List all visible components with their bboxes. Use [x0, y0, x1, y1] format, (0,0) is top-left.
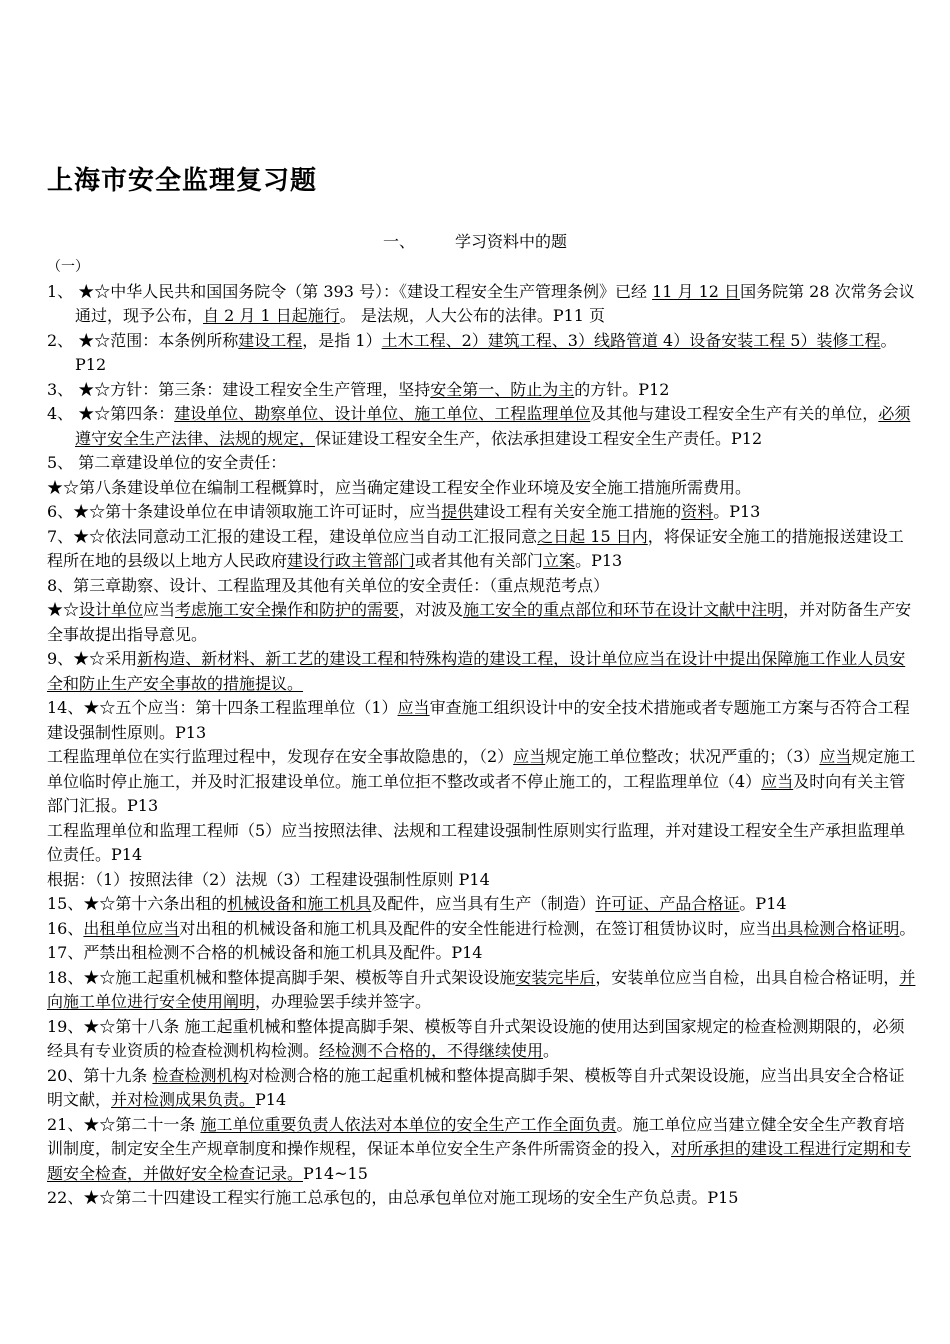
underlined-key-text: 经检测不合格的，不得继续使用: [319, 1041, 544, 1060]
underlined-key-text: 对所承担的建设工程进行定期和专题安全检查，并做好安全检查记录。: [47, 1139, 912, 1183]
question-paragraph: [47, 892, 917, 917]
paragraph-text: 5、 第二章建设单位的安全责任：: [47, 453, 287, 472]
underlined-key-text: 建设单位、勘察单位、设计单位、施工单位、工程监理单位: [174, 404, 591, 423]
paragraph-text: 工程监理单位和监理工程师（5）应当按照法律、法规和工程建设强制性原则实行监理，并对建设工程安全生产承担监理单位责任。P14: [47, 820, 906, 864]
question-paragraph: [47, 1113, 917, 1187]
question-paragraph: [47, 696, 917, 745]
paragraph-text: 对出租的机械设备和施工机具及配件的安全性能进行检测，在签订租赁协议时，应当: [179, 918, 772, 938]
underlined-key-text: 应当: [819, 747, 852, 766]
paragraph-text: 2、 ★☆范围：本条例所称: [47, 330, 239, 350]
section-title: 学习资料中的题: [455, 232, 568, 251]
paragraph-text: 4、 ★☆第四条：: [47, 404, 175, 423]
paragraph-text: 或者其他有关部门: [415, 551, 544, 570]
paragraph-text: 及配件，应当具有生产（制造）: [371, 894, 596, 913]
underlined-key-text: 安装完毕后: [515, 967, 596, 987]
underlined-key-text: 并对检测成果负责。: [111, 1090, 256, 1109]
paragraph-text: 1、 ★☆中华人民共和国国务院令（第 393 号）：《建设工程安全生产管理条例》已经: [47, 281, 653, 301]
paragraph-text: 8、第三章勘察、设计、工程监理及其他有关单位的安全责任：（重点规范考点）: [47, 575, 610, 595]
paragraph-text: 22、★☆第二十四建设工程实行施工总承包的，由总承包单位对施工现场的安全生产负总责。P15: [47, 1188, 739, 1207]
underlined-key-text: 建设工程: [238, 330, 303, 350]
underlined-key-text: 出具检测合格证明: [771, 918, 900, 938]
underlined-key-text: 必须遵守安全生产法律、法规的规定，: [75, 404, 911, 448]
underlined-key-text: 自 2 月 1 日起施行: [203, 306, 340, 325]
paragraph-text: 及其他与建设工程安全生产有关的单位，: [590, 404, 879, 423]
paragraph-text: P14: [255, 1090, 287, 1109]
paragraph-text: 。P12: [75, 330, 897, 374]
paragraph-text: 。施工单位应当建立健全安全生产教育培训制度，制定安全生产规章制度和操作规程，保证本单位安全生产条件所需资金的投入，: [47, 1114, 905, 1158]
question-paragraph: [47, 402, 917, 451]
paragraph-text: 规定施工单位整改；状况严重的；（3）: [545, 747, 820, 766]
subsection-number: （一）: [47, 259, 89, 275]
paragraph-text: 及时向有关主管部门汇报。P13: [47, 771, 906, 815]
paragraph-text: 应当: [143, 600, 176, 619]
paragraph-text: 18、★☆施工起重机械和整体提高脚手架、模板等自升式架设设施: [47, 967, 516, 987]
paragraph-text: 。P13: [713, 502, 761, 521]
paragraph-text: 9、★☆采用: [47, 649, 138, 668]
paragraph-text: 17、严禁出租检测不合格的机械设备和施工机具及配件。P14: [47, 943, 483, 962]
question-paragraph: [47, 941, 917, 966]
underlined-key-text: 建设行政主管部门: [287, 551, 416, 570]
section-heading: [0, 229, 950, 252]
question-paragraph: [47, 966, 917, 1015]
question-paragraph: [47, 574, 917, 599]
paragraph-text: 6、★☆第十条建设单位在申请领取施工许可证时，应当: [47, 502, 442, 521]
paragraph-text: 14、★☆五个应当：第十四条工程监理单位（1）: [47, 698, 398, 717]
paragraph-text: 20、第十九条: [47, 1065, 153, 1085]
question-paragraph: [47, 378, 917, 403]
question-paragraph: [47, 451, 917, 476]
question-paragraph: [47, 647, 917, 696]
paragraph-text: 。P13: [575, 551, 623, 570]
underlined-key-text: 之日起 15 日内: [537, 526, 648, 546]
paragraph-text: 对检测合格的施工起重机械和整体提高脚手架、模板等自升式架设设施，应当出具安全合格证明文献，: [47, 1065, 905, 1109]
question-paragraph: [47, 1015, 917, 1064]
underlined-key-text: 资料: [681, 502, 714, 521]
question-paragraph: [47, 868, 917, 893]
section-number: 一、: [382, 232, 415, 251]
underlined-key-text: 检查检测机构: [152, 1065, 249, 1085]
underlined-key-text: 出租单位应当: [83, 918, 180, 938]
paragraph-text: ，安装单位应当自检，出具自检合格证明，: [595, 967, 900, 987]
paragraph-text: 。: [899, 918, 916, 938]
underlined-key-text: 设计单位: [79, 600, 144, 619]
underlined-key-text: 应当: [397, 698, 430, 717]
underlined-key-text: 应当: [761, 771, 794, 791]
underlined-key-text: 许可证、产品合格证: [595, 894, 740, 913]
paragraph-text: 16、: [47, 918, 84, 938]
question-paragraph: [47, 917, 917, 942]
paragraph-text: 审查施工组织设计中的安全技术措施或者专题施工方案与否符合工程建设强制性原则。P13: [47, 698, 910, 742]
question-paragraph: [47, 1186, 917, 1211]
paragraph-text: ，将保证安全施工的措施报送建设工程所在地的县级以上地方人民政府: [47, 526, 904, 570]
paragraph-text: 根据：（1）按照法律（2）法规（3）工程建设强制性原则 P14: [47, 869, 490, 889]
paragraph-text: 。 是法规，人大公布的法律。P11 页: [339, 306, 606, 325]
underlined-key-text: 安全第一、防止为主: [430, 379, 575, 399]
paragraph-text: 3、 ★☆方针：第三条：建设工程安全生产管理，坚持: [47, 379, 431, 399]
paragraph-text: 建设工程有关安全施工措施的: [473, 502, 682, 521]
paragraph-text: ，对波及: [399, 600, 464, 619]
question-paragraph: [47, 280, 917, 329]
question-paragraph: [47, 525, 917, 574]
paragraph-text: P14~15: [303, 1163, 368, 1183]
question-paragraph: [47, 819, 917, 868]
paragraph-text: 。: [543, 1041, 560, 1060]
question-paragraph: [47, 745, 917, 819]
underlined-key-text: 并向施工单位进行安全使用阐明: [47, 967, 916, 1011]
document-body: [47, 255, 917, 1211]
underlined-key-text: 施工单位重要负责人依法对本单位的安全生产工作全面负责: [200, 1114, 617, 1134]
paragraph-text: 。P14: [739, 894, 787, 913]
paragraph-text: 工程监理单位在实行监理过程中，发现存在安全事故隐患的，（2）: [47, 747, 514, 766]
underlined-key-text: 土木工程、2）建筑工程、3）线路管道 4）设备安装工程 5）装修工程: [381, 330, 881, 350]
question-paragraph: [47, 500, 917, 525]
underlined-key-text: 提供: [441, 502, 474, 521]
underlined-key-text: 11 月 12 日: [652, 281, 741, 301]
question-paragraph: [47, 598, 917, 647]
paragraph-text: 国务院第 28 次常务会议通过，现予公布，: [75, 281, 915, 325]
paragraph-text: 21、★☆第二十一条: [47, 1114, 201, 1134]
paragraph-text: 的方针。P12: [574, 379, 670, 399]
underlined-key-text: 新构造、新材料、新工艺的建设工程和特殊构造的建设工程，设计单位应当在设计中提出保障施工作业人员安全和防止生产安全事故的措施提议。: [47, 649, 906, 693]
question-paragraph: [47, 1064, 917, 1113]
paragraph-text: ，办理验罢手续并签字。: [255, 992, 432, 1011]
paragraph-text: ★☆第八条建设单位在编制工程概算时，应当确定建设工程安全作业环境及安全施工措施所需费用。: [47, 477, 752, 497]
paragraph-text: ，并对防备生产安全事故提出指导意见。: [47, 600, 912, 644]
paragraph-text: 规定施工单位临时停止施工，并及时汇报建设单位。施工单位拒不整改或者不停止施工的，工程监理单位（4）: [47, 747, 916, 791]
paragraph-text: 15、★☆第十六条出租的: [47, 894, 228, 913]
document-title: 上海市安全监理复习题: [47, 166, 318, 196]
question-list: [47, 280, 917, 1211]
underlined-key-text: 应当: [513, 747, 546, 766]
underlined-key-text: 机械设备和施工机具: [227, 894, 372, 913]
underlined-key-text: 立案: [543, 551, 576, 570]
underlined-key-text: 施工安全的重点部位和环节在设计文献中注明: [463, 600, 784, 619]
paragraph-text: ，是指 1）: [302, 330, 382, 350]
paragraph-text: 7、★☆依法同意动工汇报的建设工程，建设单位应当自动工汇报同意: [47, 526, 538, 546]
paragraph-text: 保证建设工程安全生产，依法承担建设工程安全生产责任。P12: [315, 428, 763, 448]
paragraph-text: ★☆: [47, 600, 80, 619]
paragraph-text: 19、★☆第十八条 施工起重机械和整体提高脚手架、模板等自升式架设设施的使用达到国家规定的检查检测期限的，必须经具有专业资质的检查检测机构检测。: [47, 1016, 905, 1060]
question-paragraph: [47, 476, 917, 501]
underlined-key-text: 考虑施工安全操作和防护的需要: [175, 600, 400, 619]
question-paragraph: [47, 329, 917, 378]
